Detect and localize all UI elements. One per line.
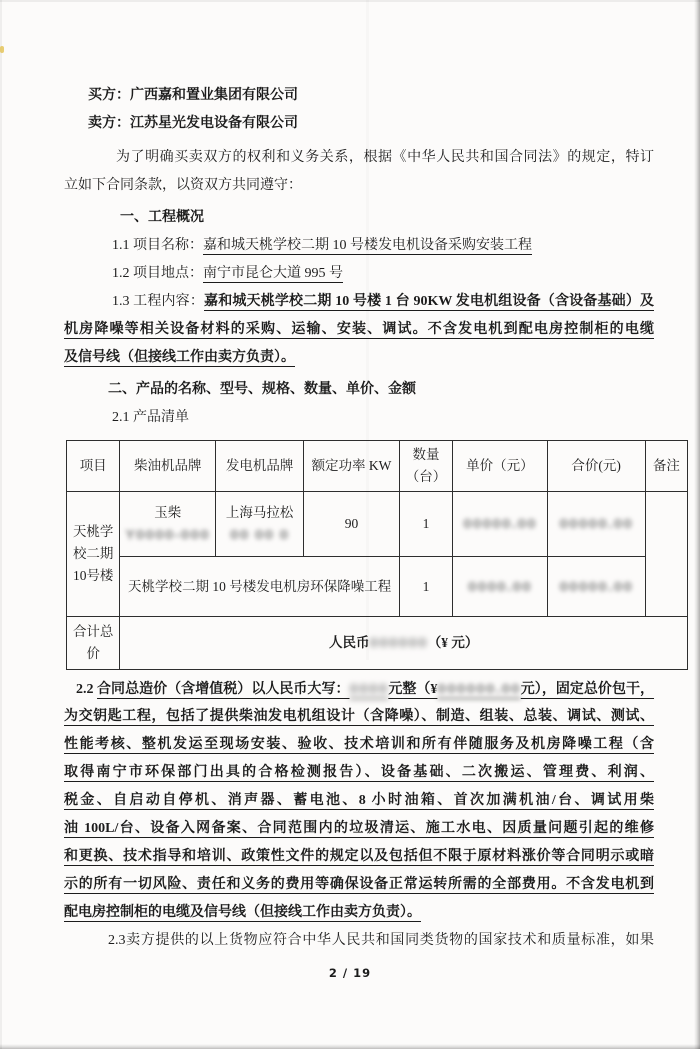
item-1-3-line-2 bbox=[64, 316, 654, 344]
total-amount-mid: （¥ bbox=[427, 635, 448, 650]
item-1-2-label: 1.2 项目地点： bbox=[112, 266, 203, 281]
amount-cn-redacted: 0000 bbox=[349, 681, 389, 696]
cell-total-price-1 bbox=[547, 492, 645, 557]
table-total-row bbox=[67, 617, 688, 670]
cell-total-amount bbox=[120, 617, 688, 670]
header-diesel-text: 柴油机品牌 bbox=[133, 458, 202, 473]
header-unit-price bbox=[453, 441, 547, 492]
clause-2-2-line-6 bbox=[64, 815, 654, 843]
qty-value-2: 1 bbox=[422, 578, 430, 594]
header-unit-price-text: 单价（元） bbox=[466, 458, 534, 473]
noise-work-desc-text: 天桃学校二期 10 号楼发电机房环保降噪工程 bbox=[127, 578, 392, 594]
section2-heading bbox=[64, 376, 654, 404]
item-1-3-line-1 bbox=[64, 288, 654, 316]
section1-heading-text: 一、工程概况 bbox=[120, 210, 204, 225]
seller-line bbox=[64, 110, 654, 138]
item-1-2 bbox=[64, 260, 654, 288]
clause-2-2-text-l5: 税金、自启动自停机、消声器、蓄电池、8 小时油箱、首次加满机油/台、调试用柴 bbox=[64, 793, 654, 808]
table-row-generator bbox=[67, 492, 688, 557]
page-number-text: 2 / 19 bbox=[328, 966, 372, 980]
clause-2-2-number: 2.2 bbox=[76, 682, 98, 697]
item-2-1-text: 2.1 产品清单 bbox=[112, 410, 189, 425]
clause-2-2-line-1 bbox=[64, 675, 654, 703]
clause-2-2-line-9 bbox=[64, 899, 654, 927]
cell-total-price-2 bbox=[547, 557, 645, 617]
cell-noise-work-desc bbox=[120, 557, 399, 617]
total-label-text: 合计总价 bbox=[72, 624, 114, 661]
clause-2-2-text-c: 元），固定总价包干， bbox=[520, 682, 655, 697]
clause-2-2-line-3 bbox=[64, 731, 654, 759]
header-total-price-text: 合价(元) bbox=[571, 458, 621, 473]
clause-2-2-line-5 bbox=[64, 787, 654, 815]
clause-2-2-text-l7: 和更换、技术指导和培训、政策性文件的规定以及包括但不限于原材料涨价等合同明示或暗 bbox=[64, 849, 654, 864]
cell-diesel-brand bbox=[120, 492, 216, 557]
seller-text: 卖方：江苏星光发电设备有限公司 bbox=[88, 116, 298, 131]
clause-2-2-text-b: 元整（¥ bbox=[388, 682, 438, 697]
item-1-1 bbox=[64, 232, 654, 260]
work-scope-line-1: 嘉和城天桃学校二期 10 号楼 1 台 90KW 发电机组设备（含设备基础）及 bbox=[204, 294, 654, 309]
preamble-text-1: 为了明确买卖双方的权利和义务关系，根据《中华人民共和国合同法》的规定，特订 bbox=[116, 150, 654, 165]
clause-2-2-text-l2: 为交钥匙工程，包括了提供柴油发电机组设计（含降噪）、制造、组装、总装、调试、测试、 bbox=[64, 709, 654, 724]
table-header-row bbox=[67, 441, 688, 492]
cell-qty-2 bbox=[399, 557, 452, 617]
cell-generator-brand bbox=[216, 492, 304, 557]
section1-heading bbox=[64, 204, 654, 232]
project-location-value: 南宁市昆仑大道 995 号 bbox=[203, 266, 343, 281]
rated-power-value: 90 bbox=[344, 516, 359, 531]
clause-2-2-line-2 bbox=[64, 703, 654, 731]
cell-qty-1 bbox=[399, 492, 452, 557]
total-price-redacted-1: 00000.00 bbox=[559, 516, 633, 531]
total-amount-cn-redacted: 000000 bbox=[369, 635, 428, 650]
unit-price-redacted-1: 00000.00 bbox=[463, 516, 537, 531]
header-quantity bbox=[399, 441, 452, 492]
scan-edge-top bbox=[0, 0, 700, 2]
cell-total-label bbox=[67, 617, 120, 670]
amount-num-redacted: 000000.00 bbox=[437, 681, 521, 696]
header-total-price bbox=[547, 441, 645, 492]
cell-project-name bbox=[67, 492, 120, 617]
clause-2-2-text-a: 合同总造价（含增值税）以人民币大写： bbox=[97, 682, 350, 697]
clause-2-2-text-l3: 性能考核、整机发运至现场安装、验收、技术培训和所有伴随服务及机房降噪工程（含 bbox=[64, 737, 654, 752]
header-generator-text: 发电机品牌 bbox=[225, 458, 294, 473]
clause-2-2-line-8 bbox=[64, 871, 654, 899]
clause-2-2-line-4 bbox=[64, 759, 654, 787]
scan-edge-left bbox=[0, 0, 2, 1049]
work-scope-line-2: 机房降噪等相关设备材料的采购、运输、安装、调试。不含发电机到配电房控制柜的电缆 bbox=[64, 322, 654, 337]
preamble-line-2 bbox=[64, 172, 654, 200]
header-project-text: 项目 bbox=[79, 458, 107, 473]
products-table bbox=[66, 440, 688, 670]
project-cell-text: 天桃学校二期10号楼 bbox=[72, 524, 114, 583]
scan-edge-bottom bbox=[0, 1044, 700, 1049]
clause-2-3-text: 2.3卖方提供的以上货物应符合中华人民共和国同类货物的国家技术和质量标准，如果 bbox=[108, 933, 654, 948]
header-rated-power bbox=[304, 441, 400, 492]
generator-model-redacted: 00 00 0 bbox=[230, 527, 290, 542]
clause-2-3-line-1 bbox=[64, 927, 654, 955]
item-1-1-label: 1.1 项目名称： bbox=[112, 238, 203, 253]
scan-speck-artifact bbox=[0, 46, 4, 53]
section2-heading-text: 二、产品的名称、型号、规格、数量、单价、金额 bbox=[108, 382, 416, 397]
cell-rated-power bbox=[304, 492, 400, 557]
generator-brand-text: 上海马拉松 bbox=[225, 505, 294, 520]
table-row-noise-reduction bbox=[67, 557, 688, 617]
preamble-line-1 bbox=[64, 144, 654, 172]
header-project bbox=[67, 441, 120, 492]
total-price-redacted-2: 00000.00 bbox=[559, 578, 633, 594]
total-amount-suffix: 元） bbox=[451, 635, 479, 650]
item-2-1 bbox=[64, 404, 654, 432]
item-1-3-line-3 bbox=[64, 344, 654, 372]
header-remark-text: 备注 bbox=[652, 458, 680, 473]
work-scope-line-3: 及信号线（但接线工作由卖方负责）。 bbox=[64, 350, 295, 365]
header-power-text: 额定功率 KW bbox=[311, 458, 392, 473]
header-qty-text: 数量（台） bbox=[405, 447, 447, 484]
clause-2-2-line-7 bbox=[64, 843, 654, 871]
clause-2-2-text-l4: 取得南宁市环保部门出具的合格检测报告）、设备基础、二次搬运、管理费、利润、 bbox=[64, 765, 654, 780]
total-amount-prefix: 人民币 bbox=[329, 635, 370, 650]
project-name-value: 嘉和城天桃学校二期 10 号楼发电机设备采购安装工程 bbox=[203, 238, 532, 253]
header-generator-brand bbox=[216, 441, 304, 492]
clause-2-2-u1 bbox=[97, 682, 654, 697]
clause-2-2-text-l9: 配电房控制柜的电缆及信号线（但接线工作由卖方负责）。 bbox=[64, 905, 421, 920]
header-diesel-brand bbox=[120, 441, 216, 492]
header-remark bbox=[645, 441, 687, 492]
page-number bbox=[0, 966, 700, 980]
scan-fold-artifact bbox=[366, 0, 369, 660]
clause-2-2-text-l6: 油 100L/台、设备入网备案、合同范围内的垃圾清运、施工水电、因质量问题引起的维修 bbox=[64, 821, 654, 836]
scan-edge-right bbox=[694, 0, 700, 1049]
unit-price-redacted-2: 0000.00 bbox=[467, 578, 532, 594]
cell-remark bbox=[645, 492, 687, 617]
buyer-line bbox=[64, 82, 654, 110]
cell-unit-price-2 bbox=[453, 557, 547, 617]
buyer-text: 买方：广西嘉和置业集团有限公司 bbox=[88, 88, 298, 103]
cell-unit-price-1 bbox=[453, 492, 547, 557]
item-1-3-label: 1.3 工程内容： bbox=[112, 294, 205, 309]
preamble-text-2: 立如下合同条款，以资双方共同遵守： bbox=[64, 178, 302, 193]
clause-2-2-text-l8: 示的所有一切风险、责任和义务的费用等确保设备正常运转所需的全部费用。不含发电机到 bbox=[64, 877, 654, 892]
qty-value-1: 1 bbox=[422, 516, 430, 531]
diesel-brand-text: 玉柴 bbox=[154, 505, 182, 520]
diesel-model-redacted: Y0000-000 bbox=[125, 527, 210, 542]
